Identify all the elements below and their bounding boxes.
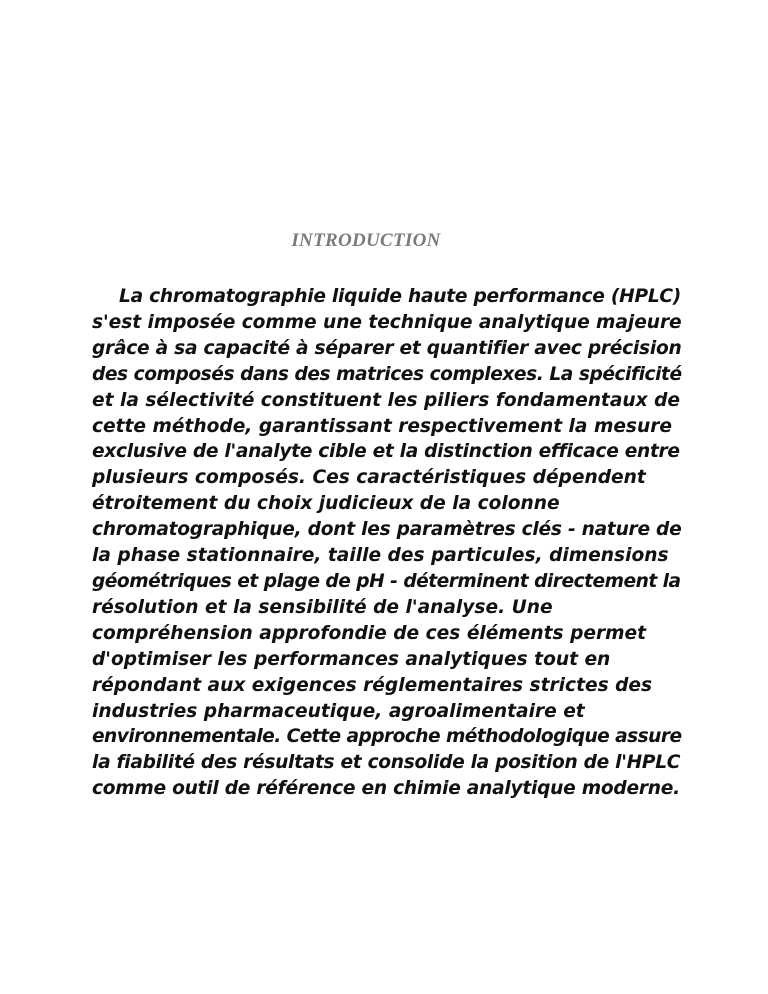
paragraph-line: la fiabilité des résultats et consolide la position de l'HPLC bbox=[92, 752, 681, 774]
paragraph-line: grâce à sa capacité à séparer et quantifier avec précision bbox=[92, 337, 682, 359]
paragraph-line: d'optimiser les performances analytiques tout en bbox=[92, 648, 611, 670]
paragraph-line: exclusive de l'analyte cible et la distinction efficace entre bbox=[92, 441, 680, 463]
paragraph-line: cette méthode, garantissant respectivement la mesure bbox=[92, 415, 673, 437]
paragraph-line: résolution et la sensibilité de l'analyse. Une bbox=[92, 596, 553, 618]
section-heading: INTRODUCTION bbox=[291, 230, 441, 251]
paragraph-line: et la sélectivité constituent les piliers fondamentaux de bbox=[92, 389, 680, 411]
paragraph-line: étroitement du choix judicieux de la colonne bbox=[92, 493, 560, 515]
paragraph-line: industries pharmaceutique, agroalimentaire et bbox=[92, 700, 585, 722]
paragraph-line: répondant aux exigences réglementaires strictes des bbox=[92, 674, 653, 696]
paragraph-line: plusieurs composés. Ces caractéristiques dépendent bbox=[92, 467, 646, 489]
paragraph-line: géométriques et plage de pH - déterminent directement la bbox=[92, 570, 681, 592]
paragraph-line: compréhension approfondie de ces éléments permet bbox=[92, 622, 647, 644]
introduction-paragraph bbox=[92, 284, 682, 802]
paragraph-line: chromatographique, dont les paramètres clés - nature de bbox=[92, 519, 682, 541]
paragraph-line: la phase stationnaire, taille des particules, dimensions bbox=[92, 545, 669, 567]
paragraph-line: s'est imposée comme une technique analytique majeure bbox=[92, 311, 682, 333]
paragraph-line: comme outil de référence en chimie analytique moderne. bbox=[92, 778, 680, 800]
paragraph-line: La chromatographie liquide haute performance (HPLC) bbox=[119, 286, 682, 307]
paragraph-line: environnementale. Cette approche méthodologique assure bbox=[92, 726, 682, 748]
paragraph-line: des composés dans des matrices complexes. La spécificité bbox=[92, 363, 682, 385]
